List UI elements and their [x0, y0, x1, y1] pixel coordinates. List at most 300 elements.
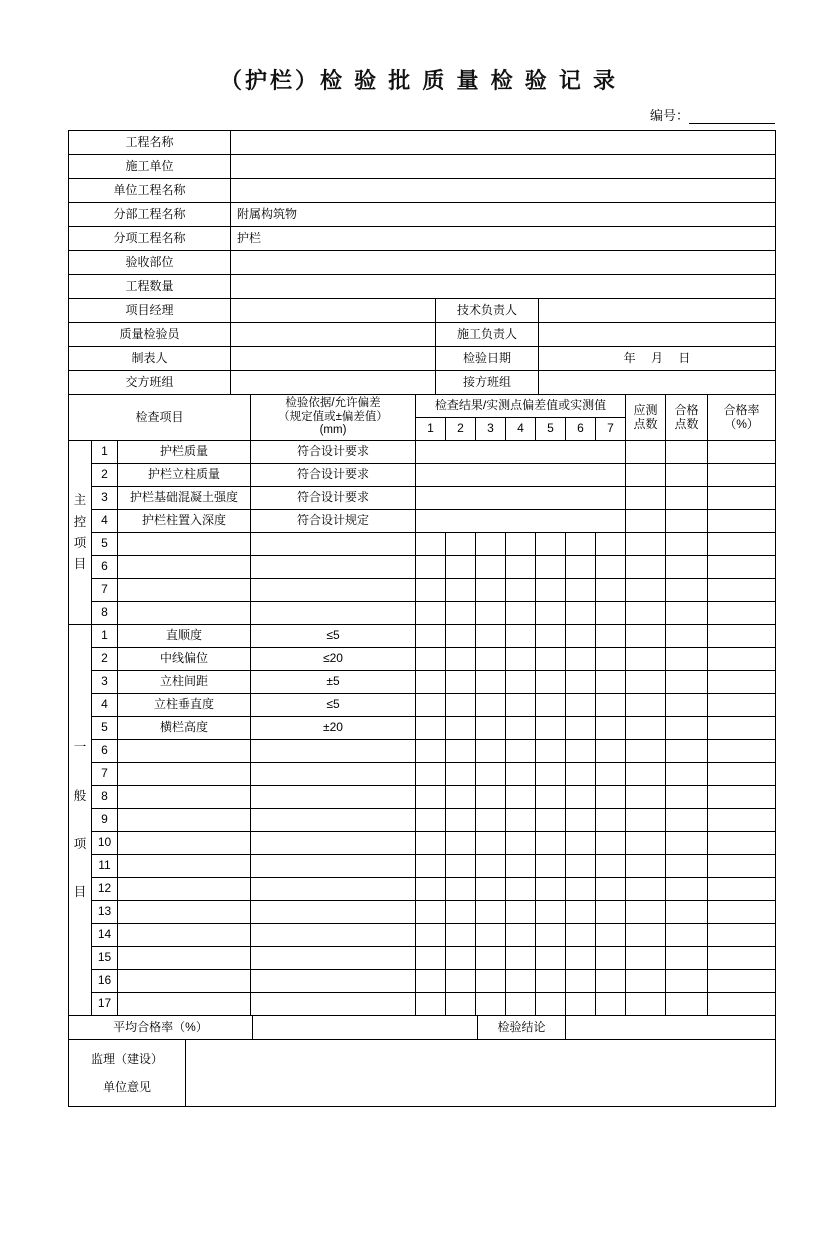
points-required-cell[interactable]	[626, 809, 666, 832]
result-cell[interactable]	[506, 786, 536, 809]
result-cell[interactable]	[446, 786, 476, 809]
result-cell[interactable]	[506, 855, 536, 878]
result-cell[interactable]	[416, 993, 446, 1016]
result-cell[interactable]	[476, 855, 506, 878]
points-required-cell[interactable]	[626, 464, 666, 487]
item-name[interactable]	[118, 786, 251, 809]
item-basis[interactable]	[251, 556, 416, 579]
average-pass-rate-label: 平均合格率（%）	[69, 1016, 253, 1040]
result-cell[interactable]	[566, 717, 596, 740]
pass-rate-cell[interactable]	[708, 993, 776, 1016]
result-cell[interactable]	[596, 763, 626, 786]
points-qualified-cell[interactable]	[666, 901, 708, 924]
result-cell[interactable]	[566, 740, 596, 763]
points-qualified-cell[interactable]	[666, 441, 708, 464]
result-cell[interactable]	[446, 717, 476, 740]
result-cell[interactable]	[446, 556, 476, 579]
page-title: （护栏）检 验 批 质 量 检 验 记 录	[220, 68, 618, 93]
personnel-value[interactable]: 年 月 日	[539, 347, 776, 371]
result-cell[interactable]	[416, 602, 446, 625]
result-cell[interactable]	[596, 878, 626, 901]
points-required-cell[interactable]	[626, 625, 666, 648]
item-name[interactable]	[118, 947, 251, 970]
result-cell[interactable]	[476, 970, 506, 993]
result-cell[interactable]	[596, 533, 626, 556]
result-cell[interactable]	[566, 993, 596, 1016]
result-cell[interactable]	[506, 809, 536, 832]
table-row	[69, 299, 776, 323]
result-cell[interactable]	[536, 579, 566, 602]
serial-number-field[interactable]	[689, 108, 775, 124]
result-cell[interactable]	[536, 763, 566, 786]
points-required-cell[interactable]	[626, 763, 666, 786]
points-qualified-cell[interactable]	[666, 809, 708, 832]
points-required-cell[interactable]	[626, 740, 666, 763]
result-cell[interactable]	[506, 832, 536, 855]
result-cell[interactable]	[506, 763, 536, 786]
item-name[interactable]	[118, 924, 251, 947]
result-cell[interactable]	[416, 694, 446, 717]
result-cell[interactable]	[566, 763, 596, 786]
points-qualified-cell[interactable]	[666, 763, 708, 786]
points-qualified-cell[interactable]	[666, 464, 708, 487]
result-cell[interactable]	[566, 855, 596, 878]
points-required-cell[interactable]	[626, 947, 666, 970]
item-basis[interactable]	[251, 533, 416, 556]
points-qualified-cell[interactable]	[666, 510, 708, 533]
item-basis[interactable]	[251, 901, 416, 924]
result-cell[interactable]	[596, 809, 626, 832]
result-cell[interactable]	[566, 901, 596, 924]
result-cell[interactable]	[446, 878, 476, 901]
result-cell[interactable]	[416, 786, 446, 809]
result-cell[interactable]	[506, 878, 536, 901]
item-name[interactable]	[118, 579, 251, 602]
result-cell[interactable]	[446, 924, 476, 947]
result-cell[interactable]	[416, 809, 446, 832]
item-name[interactable]	[118, 832, 251, 855]
result-cell[interactable]	[566, 786, 596, 809]
points-qualified-cell[interactable]	[666, 855, 708, 878]
item-name[interactable]	[118, 533, 251, 556]
info-row-value[interactable]: 护栏	[231, 227, 776, 251]
item-basis[interactable]	[251, 602, 416, 625]
pass-rate-cell[interactable]	[708, 510, 776, 533]
result-cell[interactable]	[506, 740, 536, 763]
result-cell[interactable]	[416, 924, 446, 947]
result-cell[interactable]	[476, 717, 506, 740]
pass-rate-cell[interactable]	[708, 556, 776, 579]
result-cell[interactable]	[536, 717, 566, 740]
result-cell[interactable]	[506, 924, 536, 947]
result-cell[interactable]	[536, 786, 566, 809]
points-required-cell[interactable]	[626, 901, 666, 924]
result-cell[interactable]	[506, 993, 536, 1016]
item-name: 护栏柱置入深度	[118, 510, 251, 533]
result-cell[interactable]	[446, 901, 476, 924]
result-cell[interactable]	[596, 901, 626, 924]
item-name[interactable]	[118, 602, 251, 625]
points-required-cell[interactable]	[626, 602, 666, 625]
result-cell[interactable]	[416, 878, 446, 901]
result-cell[interactable]	[566, 533, 596, 556]
points-qualified-cell[interactable]	[666, 924, 708, 947]
points-qualified-cell[interactable]	[666, 556, 708, 579]
result-cell[interactable]	[596, 648, 626, 671]
item-basis[interactable]	[251, 878, 416, 901]
personnel-value[interactable]	[231, 323, 436, 347]
points-required-cell[interactable]	[626, 579, 666, 602]
item-name: 中线偏位	[118, 648, 251, 671]
result-cell[interactable]	[476, 993, 506, 1016]
pass-rate-cell[interactable]	[708, 625, 776, 648]
result-cell-merged[interactable]	[416, 441, 626, 464]
item-basis: ≤20	[251, 648, 416, 671]
result-cell[interactable]	[596, 671, 626, 694]
item-basis[interactable]	[251, 855, 416, 878]
result-cell[interactable]	[566, 832, 596, 855]
result-cell[interactable]	[446, 970, 476, 993]
table-row	[69, 878, 776, 901]
table-row	[69, 763, 776, 786]
pass-rate-cell[interactable]	[708, 579, 776, 602]
result-cell[interactable]	[566, 970, 596, 993]
result-cell[interactable]	[476, 924, 506, 947]
points-qualified-cell[interactable]	[666, 648, 708, 671]
pass-rate-cell[interactable]	[708, 832, 776, 855]
personnel-label: 交方班组	[69, 371, 231, 395]
result-cell[interactable]	[476, 740, 506, 763]
result-cell[interactable]	[596, 602, 626, 625]
result-cell[interactable]	[536, 740, 566, 763]
item-basis[interactable]	[251, 832, 416, 855]
result-cell[interactable]	[446, 625, 476, 648]
info-row-value[interactable]	[231, 251, 776, 275]
points-required-cell[interactable]	[626, 510, 666, 533]
info-row-value[interactable]	[231, 179, 776, 203]
points-required-cell[interactable]	[626, 786, 666, 809]
points-required-cell[interactable]	[626, 878, 666, 901]
points-required-cell[interactable]	[626, 671, 666, 694]
result-cell[interactable]	[416, 648, 446, 671]
result-cell[interactable]	[506, 717, 536, 740]
pass-rate-cell[interactable]	[708, 855, 776, 878]
result-cell[interactable]	[446, 602, 476, 625]
points-qualified-cell[interactable]	[666, 694, 708, 717]
result-cell[interactable]	[536, 993, 566, 1016]
result-cell[interactable]	[446, 648, 476, 671]
item-basis[interactable]	[251, 809, 416, 832]
result-cell[interactable]	[446, 740, 476, 763]
inspection-items-table	[68, 394, 776, 1016]
table-row	[69, 1016, 776, 1040]
result-cell[interactable]	[596, 694, 626, 717]
personnel-value[interactable]	[231, 347, 436, 371]
pass-rate-cell[interactable]	[708, 763, 776, 786]
result-cell[interactable]	[476, 878, 506, 901]
result-cell[interactable]	[536, 809, 566, 832]
item-name[interactable]	[118, 993, 251, 1016]
pass-rate-cell[interactable]	[708, 464, 776, 487]
result-cell[interactable]	[536, 602, 566, 625]
result-cell[interactable]	[566, 878, 596, 901]
result-cell[interactable]	[416, 855, 446, 878]
item-basis: 符合设计要求	[251, 441, 416, 464]
points-required-cell[interactable]	[626, 533, 666, 556]
points-qualified-cell[interactable]	[666, 579, 708, 602]
result-cell[interactable]	[476, 602, 506, 625]
result-cell[interactable]	[506, 579, 536, 602]
result-cell[interactable]	[536, 694, 566, 717]
result-cell[interactable]	[596, 740, 626, 763]
item-name[interactable]	[118, 763, 251, 786]
points-qualified-cell[interactable]	[666, 533, 708, 556]
result-cell[interactable]	[596, 786, 626, 809]
result-cell[interactable]	[416, 901, 446, 924]
info-row-value[interactable]	[231, 131, 776, 155]
result-cell[interactable]	[416, 970, 446, 993]
item-name[interactable]	[118, 809, 251, 832]
pass-rate-cell[interactable]	[708, 717, 776, 740]
result-cell[interactable]	[536, 625, 566, 648]
item-basis[interactable]	[251, 763, 416, 786]
result-cell[interactable]	[506, 533, 536, 556]
pass-rate-cell[interactable]	[708, 602, 776, 625]
points-qualified-cell[interactable]	[666, 993, 708, 1016]
points-qualified-cell[interactable]	[666, 740, 708, 763]
points-qualified-cell[interactable]	[666, 878, 708, 901]
result-cell[interactable]	[596, 625, 626, 648]
result-cell[interactable]	[566, 924, 596, 947]
result-cell[interactable]	[596, 556, 626, 579]
result-cell-merged[interactable]	[416, 487, 626, 510]
result-cell[interactable]	[446, 993, 476, 1016]
row-number: 4	[92, 510, 118, 533]
result-cell[interactable]	[566, 556, 596, 579]
points-qualified-cell[interactable]	[666, 970, 708, 993]
points-required-cell[interactable]	[626, 556, 666, 579]
item-basis[interactable]	[251, 924, 416, 947]
result-cell[interactable]	[446, 694, 476, 717]
points-qualified-cell[interactable]	[666, 602, 708, 625]
item-name[interactable]	[118, 970, 251, 993]
result-cell[interactable]	[476, 763, 506, 786]
result-cell[interactable]	[506, 648, 536, 671]
points-required-cell[interactable]	[626, 924, 666, 947]
pass-rate-cell[interactable]	[708, 441, 776, 464]
result-cell[interactable]	[596, 970, 626, 993]
result-cell[interactable]	[536, 970, 566, 993]
result-cell[interactable]	[506, 694, 536, 717]
pass-rate-cell[interactable]	[708, 487, 776, 510]
result-cell[interactable]	[566, 625, 596, 648]
result-cell[interactable]	[446, 855, 476, 878]
personnel-value[interactable]	[539, 371, 776, 395]
item-basis[interactable]	[251, 970, 416, 993]
result-cell[interactable]	[476, 786, 506, 809]
conclusion-value[interactable]	[566, 1016, 776, 1040]
result-cell[interactable]	[446, 533, 476, 556]
result-cell[interactable]	[506, 970, 536, 993]
result-cell[interactable]	[476, 648, 506, 671]
result-cell[interactable]	[476, 625, 506, 648]
result-cell[interactable]	[536, 901, 566, 924]
result-cell[interactable]	[416, 740, 446, 763]
result-column-number: 2	[446, 418, 476, 441]
result-cell[interactable]	[506, 671, 536, 694]
item-name[interactable]	[118, 901, 251, 924]
result-cell[interactable]	[536, 533, 566, 556]
result-cell[interactable]	[566, 579, 596, 602]
result-cell[interactable]	[446, 763, 476, 786]
result-cell[interactable]	[566, 947, 596, 970]
result-cell[interactable]	[566, 648, 596, 671]
result-cell[interactable]	[476, 901, 506, 924]
personnel-value[interactable]	[539, 299, 776, 323]
item-name[interactable]	[118, 878, 251, 901]
result-cell[interactable]	[416, 579, 446, 602]
table-row	[69, 694, 776, 717]
pass-rate-cell[interactable]	[708, 924, 776, 947]
result-cell[interactable]	[416, 832, 446, 855]
result-cell[interactable]	[446, 809, 476, 832]
result-cell[interactable]	[446, 671, 476, 694]
item-name[interactable]	[118, 556, 251, 579]
pass-rate-cell[interactable]	[708, 740, 776, 763]
points-required-cell[interactable]	[626, 832, 666, 855]
item-basis: 符合设计要求	[251, 487, 416, 510]
result-cell[interactable]	[596, 855, 626, 878]
result-cell[interactable]	[506, 901, 536, 924]
points-required-cell[interactable]	[626, 694, 666, 717]
item-name[interactable]	[118, 855, 251, 878]
points-qualified-cell[interactable]	[666, 947, 708, 970]
supervision-opinion-value[interactable]	[186, 1040, 776, 1107]
result-cell-merged[interactable]	[416, 464, 626, 487]
points-required-cell[interactable]	[626, 855, 666, 878]
result-cell[interactable]	[596, 579, 626, 602]
result-cell[interactable]	[446, 947, 476, 970]
personnel-table	[68, 298, 776, 395]
pass-rate-cell[interactable]	[708, 809, 776, 832]
result-cell[interactable]	[416, 671, 446, 694]
result-cell[interactable]	[476, 694, 506, 717]
result-cell[interactable]	[446, 579, 476, 602]
item-basis[interactable]	[251, 579, 416, 602]
pass-rate-cell[interactable]	[708, 648, 776, 671]
result-cell[interactable]	[596, 993, 626, 1016]
personnel-value[interactable]	[539, 323, 776, 347]
points-qualified-cell[interactable]	[666, 625, 708, 648]
pass-rate-cell[interactable]	[708, 533, 776, 556]
result-cell[interactable]	[416, 717, 446, 740]
result-cell[interactable]	[476, 533, 506, 556]
result-cell[interactable]	[566, 602, 596, 625]
personnel-value[interactable]	[231, 299, 436, 323]
points-required-cell[interactable]	[626, 441, 666, 464]
result-cell[interactable]	[566, 694, 596, 717]
result-cell[interactable]	[416, 763, 446, 786]
row-number: 10	[92, 832, 118, 855]
result-cell[interactable]	[476, 832, 506, 855]
info-row-value[interactable]: 附属构筑物	[231, 203, 776, 227]
result-cell[interactable]	[416, 625, 446, 648]
info-row-label: 验收部位	[69, 251, 231, 275]
result-cell[interactable]	[476, 579, 506, 602]
result-cell[interactable]	[536, 855, 566, 878]
points-required-cell[interactable]	[626, 970, 666, 993]
result-cell[interactable]	[536, 556, 566, 579]
points-qualified-cell[interactable]	[666, 832, 708, 855]
item-basis[interactable]	[251, 993, 416, 1016]
points-required-cell[interactable]	[626, 993, 666, 1016]
average-pass-rate-value[interactable]	[253, 1016, 478, 1040]
table-row	[69, 510, 776, 533]
pass-rate-cell[interactable]	[708, 901, 776, 924]
result-cell[interactable]	[536, 924, 566, 947]
info-row-value[interactable]	[231, 155, 776, 179]
result-cell[interactable]	[446, 832, 476, 855]
pass-rate-cell[interactable]	[708, 970, 776, 993]
points-required-cell[interactable]	[626, 648, 666, 671]
pass-rate-cell[interactable]	[708, 947, 776, 970]
result-cell[interactable]	[596, 947, 626, 970]
result-cell[interactable]	[536, 878, 566, 901]
table-row	[69, 533, 776, 556]
pass-rate-cell[interactable]	[708, 786, 776, 809]
result-cell[interactable]	[596, 717, 626, 740]
supervision-opinion-label: 监理（建设） 单位意见	[69, 1040, 186, 1107]
result-cell[interactable]	[536, 947, 566, 970]
personnel-value[interactable]	[231, 371, 436, 395]
result-cell[interactable]	[596, 832, 626, 855]
result-cell[interactable]	[536, 832, 566, 855]
info-row-value[interactable]	[231, 275, 776, 299]
pass-rate-cell[interactable]	[708, 671, 776, 694]
pass-rate-cell[interactable]	[708, 878, 776, 901]
result-cell[interactable]	[416, 533, 446, 556]
points-required-cell[interactable]	[626, 487, 666, 510]
result-cell[interactable]	[416, 947, 446, 970]
result-cell[interactable]	[506, 947, 536, 970]
serial-number-row	[68, 105, 775, 124]
points-qualified-cell[interactable]	[666, 487, 708, 510]
result-cell[interactable]	[416, 556, 446, 579]
result-cell[interactable]	[506, 625, 536, 648]
result-cell[interactable]	[476, 556, 506, 579]
item-basis[interactable]	[251, 786, 416, 809]
points-qualified-cell[interactable]	[666, 717, 708, 740]
points-qualified-cell[interactable]	[666, 786, 708, 809]
item-basis[interactable]	[251, 740, 416, 763]
result-cell[interactable]	[476, 671, 506, 694]
result-cell[interactable]	[506, 556, 536, 579]
points-qualified-cell[interactable]	[666, 671, 708, 694]
result-cell[interactable]	[476, 947, 506, 970]
result-cell[interactable]	[566, 671, 596, 694]
item-basis[interactable]	[251, 947, 416, 970]
result-cell[interactable]	[536, 648, 566, 671]
result-cell[interactable]	[476, 809, 506, 832]
result-cell[interactable]	[596, 924, 626, 947]
item-name[interactable]	[118, 740, 251, 763]
result-cell-merged[interactable]	[416, 510, 626, 533]
points-required-cell[interactable]	[626, 717, 666, 740]
result-cell[interactable]	[506, 602, 536, 625]
pass-rate-cell[interactable]	[708, 694, 776, 717]
result-cell[interactable]	[536, 671, 566, 694]
result-cell[interactable]	[566, 809, 596, 832]
